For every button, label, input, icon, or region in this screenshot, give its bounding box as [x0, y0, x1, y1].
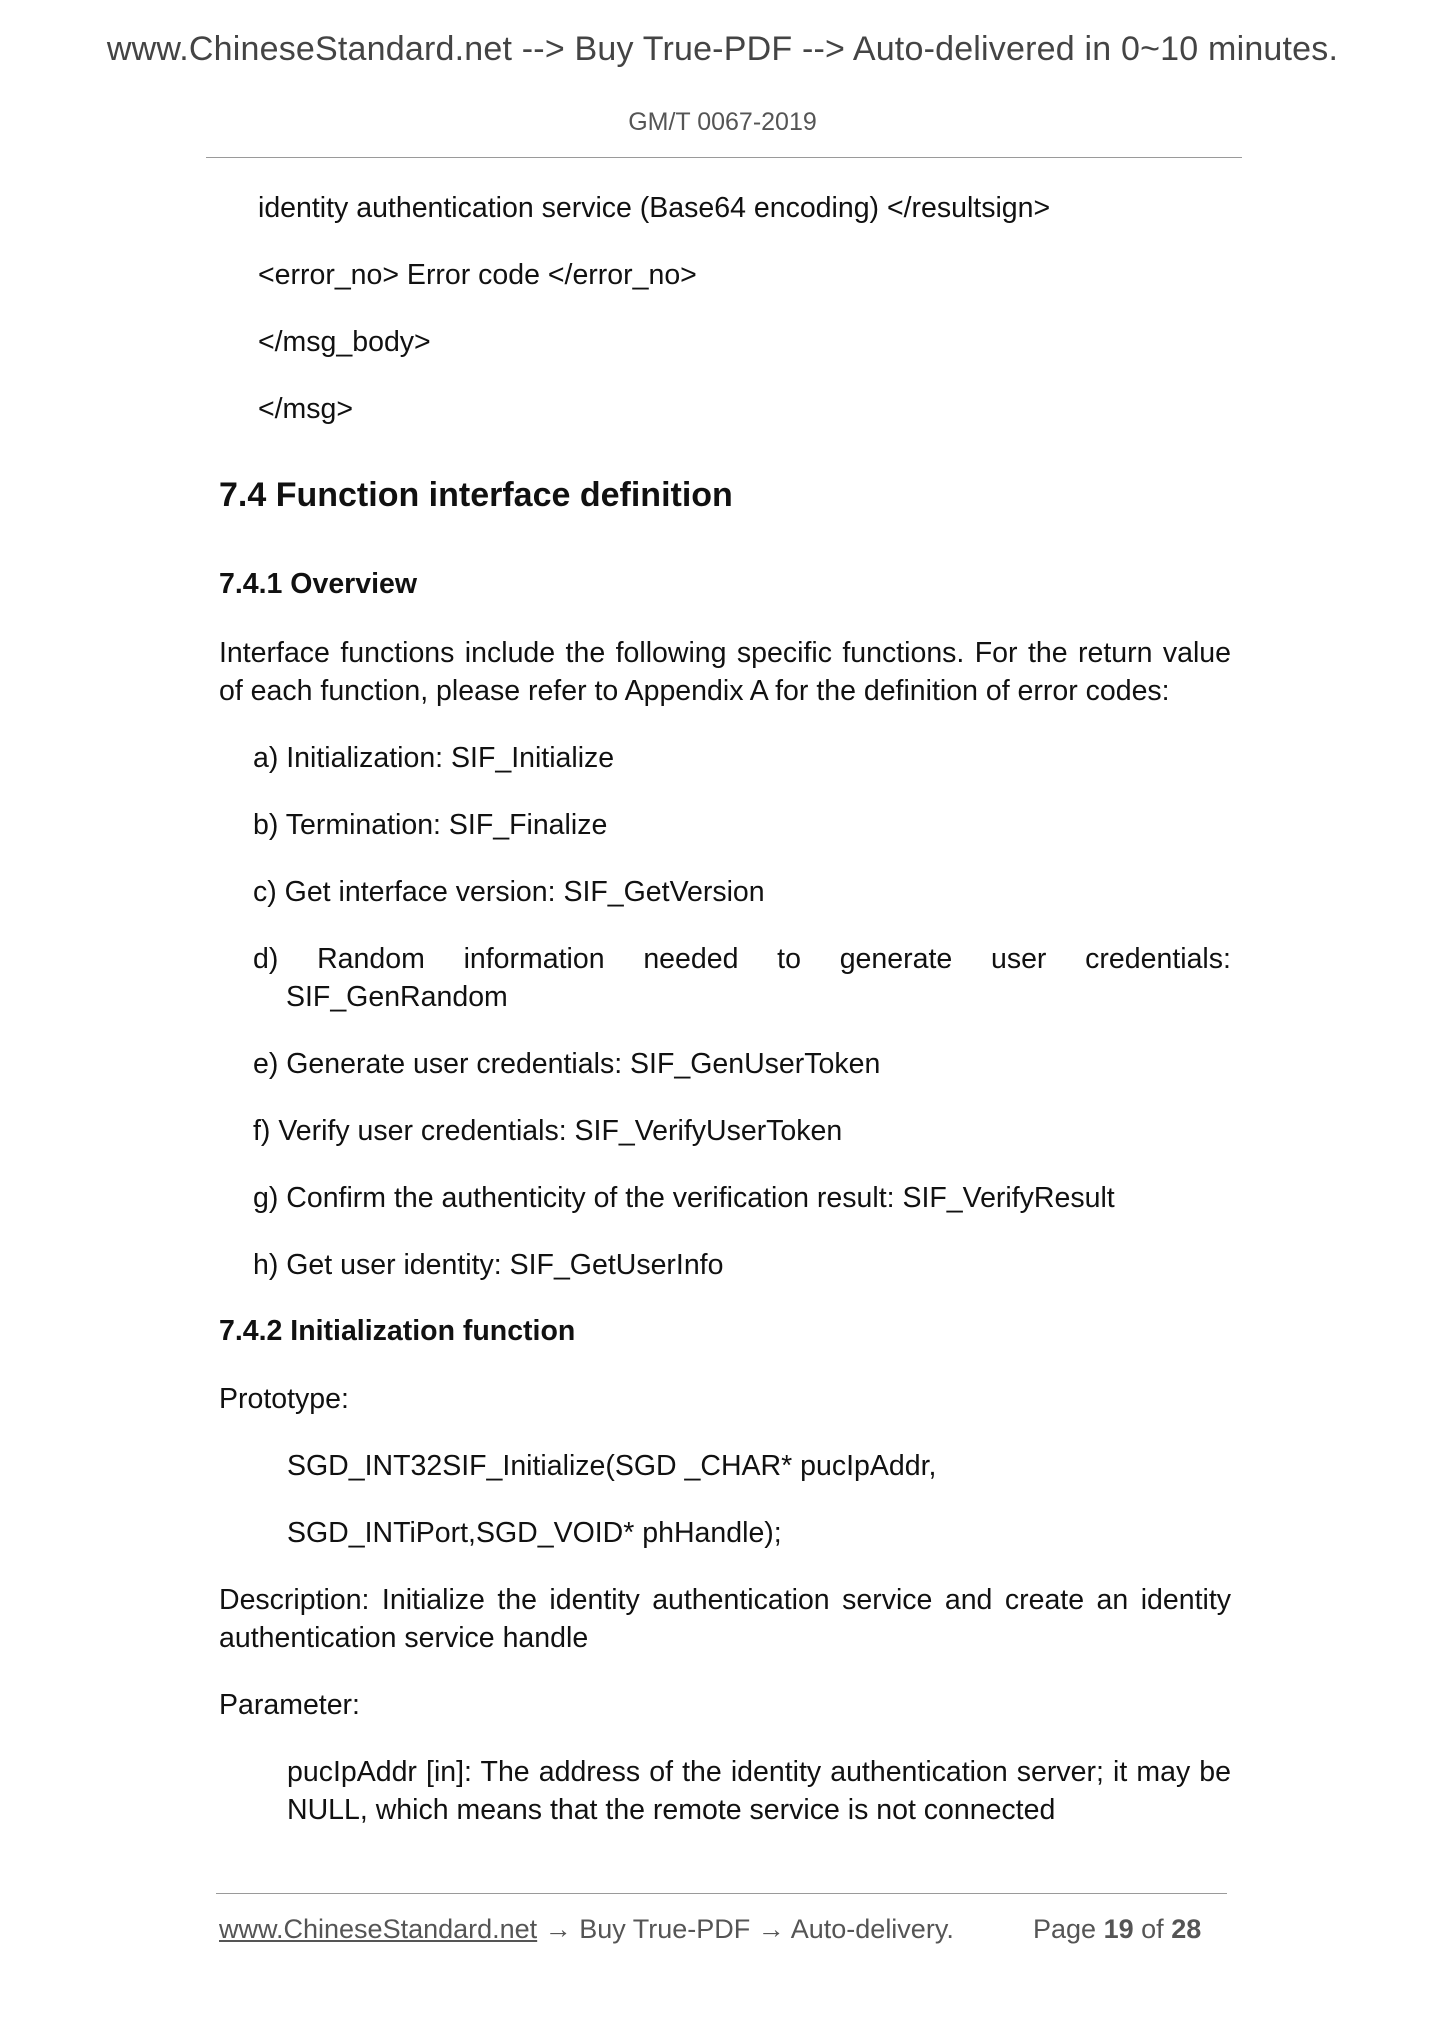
footer-divider	[216, 1893, 1227, 1894]
page-current: 19	[1103, 1914, 1134, 1944]
list-item-d-word: needed	[643, 943, 739, 975]
footer-promo-text: → Buy True-PDF → Auto-delivery.	[537, 1914, 954, 1944]
page-total: 28	[1171, 1914, 1202, 1944]
list-item-d-word: generate	[839, 943, 953, 975]
list-item-d-word: information	[463, 943, 605, 975]
list-item-d-word: d)	[253, 943, 279, 975]
list-item-e: e) Generate user credentials: SIF_GenUserToken	[253, 1048, 881, 1080]
list-item-d	[253, 940, 1231, 978]
list-item-a: a) Initialization: SIF_Initialize	[253, 742, 615, 774]
prototype-line-2: SGD_INTiPort,SGD_VOID* phHandle);	[287, 1517, 782, 1549]
list-item-b: b) Termination: SIF_Finalize	[253, 809, 608, 841]
subsection-heading-7-4-2: 7.4.2 Initialization function	[219, 1315, 576, 1347]
section-heading-7-4: 7.4 Function interface definition	[219, 476, 733, 514]
parameter-label: Parameter:	[219, 1689, 360, 1721]
page-of: of	[1141, 1914, 1164, 1944]
code-line-error-no: <error_no> Error code </error_no>	[258, 259, 697, 291]
footer-site-link[interactable]: www.ChineseStandard.net	[219, 1914, 538, 1944]
page-word: Page	[1033, 1914, 1097, 1944]
list-item-c: c) Get interface version: SIF_GetVersion	[253, 876, 765, 908]
page-indicator	[1033, 1914, 1201, 1945]
top-banner: www.ChineseStandard.net --> Buy True-PDF --> Auto-delivered in 0~10 minutes.	[106, 30, 1339, 68]
subsection-heading-7-4-1: 7.4.1 Overview	[219, 568, 418, 600]
list-item-d-word: user	[990, 943, 1047, 975]
list-item-d-word: to	[777, 943, 801, 975]
overview-paragraph: Interface functions include the following specific functions. For the return value of each function, please refer to Appendix A for the definition of error codes:	[219, 637, 1231, 707]
prototype-line-1: SGD_INT32SIF_Initialize(SGD _CHAR* pucIpAddr,	[287, 1450, 937, 1482]
header-divider	[206, 157, 1242, 158]
footer-promo	[219, 1914, 954, 1945]
code-line-msg-close: </msg>	[258, 393, 354, 425]
list-item-h: h) Get user identity: SIF_GetUserInfo	[253, 1249, 724, 1281]
list-item-g: g) Confirm the authenticity of the verification result: SIF_VerifyResult	[253, 1182, 1115, 1214]
list-item-d-word: credentials:	[1085, 943, 1231, 975]
list-item-d-word: Random	[317, 943, 425, 975]
description-paragraph: Description: Initialize the identity authentication service and create an identity authentication service handle	[219, 1584, 1231, 1654]
param-pucipaddr: pucIpAddr [in]: The address of the identity authentication server; it may be NULL, which means that the remote service is not connected	[287, 1756, 1231, 1826]
standard-code: GM/T 0067-2019	[628, 108, 817, 136]
code-line-resultsign: identity authentication service (Base64 encoding) </resultsign>	[258, 192, 1051, 224]
prototype-label: Prototype:	[219, 1383, 349, 1415]
code-line-msg-body-close: </msg_body>	[258, 326, 431, 358]
list-item-d-continuation: SIF_GenRandom	[286, 981, 508, 1013]
list-item-f: f) Verify user credentials: SIF_VerifyUserToken	[253, 1115, 843, 1147]
